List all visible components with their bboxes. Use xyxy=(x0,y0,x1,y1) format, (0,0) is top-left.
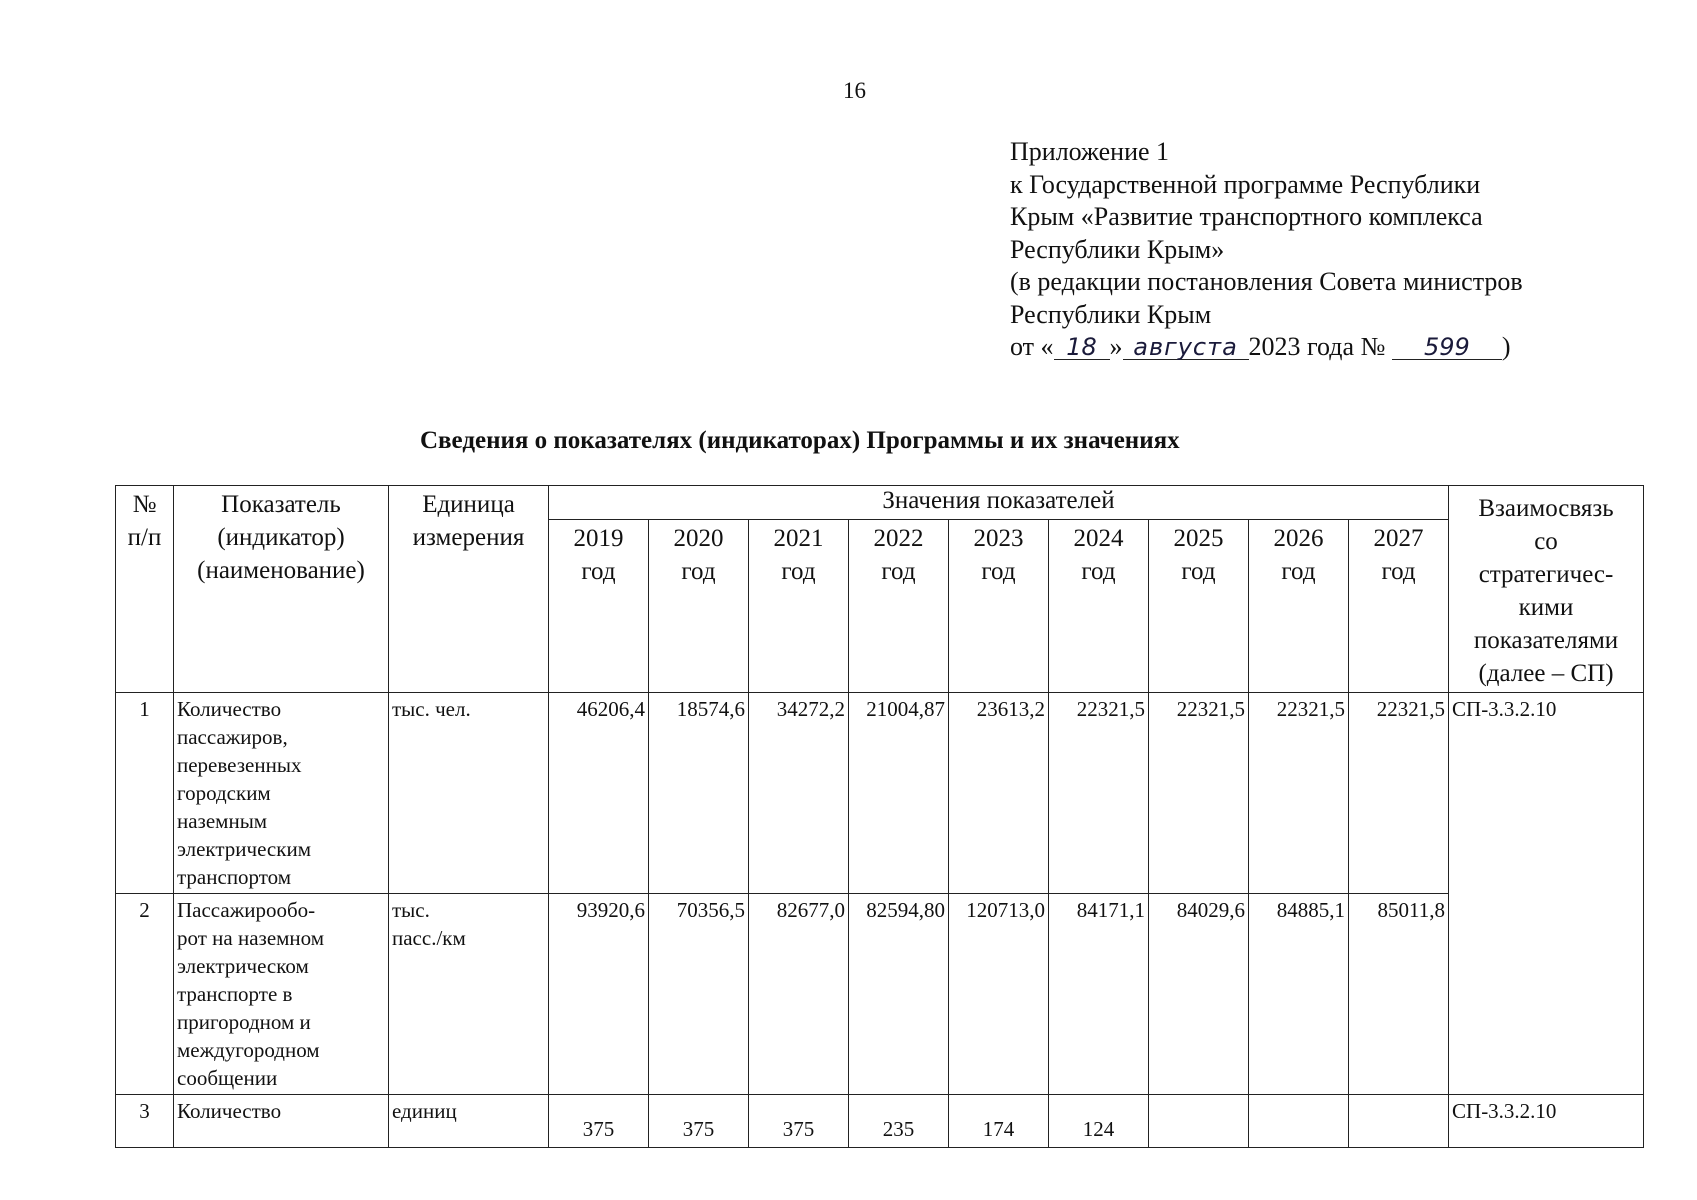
header-link-line: стратегичес- xyxy=(1478,561,1614,588)
header-year xyxy=(549,520,649,693)
indicator-name xyxy=(174,894,389,1095)
value-cell: 375 xyxy=(549,1095,649,1148)
date-suffix: ) xyxy=(1501,332,1511,361)
indicator-name-line: пассажиров, xyxy=(177,725,288,749)
unit-cell xyxy=(389,693,549,894)
header-year xyxy=(1149,520,1249,693)
appendix-line: Крым «Развитие транспортного комплекса xyxy=(1010,202,1483,231)
header-num-line: № xyxy=(132,491,157,518)
value-cell: 174 xyxy=(949,1095,1049,1148)
header-year xyxy=(749,520,849,693)
value-cell: 235 xyxy=(849,1095,949,1148)
year-suffix: год xyxy=(1381,558,1416,586)
row-number: 3 xyxy=(116,1095,174,1148)
header-year xyxy=(1049,520,1149,693)
value-cell: 82594,80 xyxy=(849,894,949,1095)
year-suffix: год xyxy=(581,558,616,586)
header-unit-line: Единица xyxy=(422,491,515,518)
indicator-name-line: перевезенных xyxy=(177,753,302,777)
value-cell: 82677,0 xyxy=(749,894,849,1095)
year-suffix: год xyxy=(1081,558,1116,586)
header-link-line: (далее – СП) xyxy=(1478,660,1614,687)
header-num-line: п/п xyxy=(127,524,162,551)
indicator-name xyxy=(174,1095,389,1148)
indicators-table xyxy=(115,485,1644,1148)
header-year xyxy=(1349,520,1449,693)
table-row xyxy=(116,894,1644,1095)
year-label: 2025 xyxy=(1173,525,1224,553)
value-cell: 84029,6 xyxy=(1149,894,1249,1095)
header-link-line: кими xyxy=(1518,594,1574,621)
header-unit-line: измерения xyxy=(412,524,525,551)
year-label: 2024 xyxy=(1073,525,1124,553)
year-label: 2023 xyxy=(973,525,1024,553)
header-year xyxy=(649,520,749,693)
appendix-line: (в редакции постановления Совета министров xyxy=(1010,267,1523,296)
indicator-name-line: наземным xyxy=(177,809,268,833)
value-cell: 84885,1 xyxy=(1249,894,1349,1095)
decree-date-line xyxy=(1010,331,1523,364)
value-cell: 22321,5 xyxy=(1149,693,1249,894)
unit-line: тыс. чел. xyxy=(392,697,471,721)
indicator-name xyxy=(174,693,389,894)
value-cell xyxy=(1149,1095,1249,1148)
unit-cell xyxy=(389,894,549,1095)
header-row-top xyxy=(116,486,1644,520)
document-title: Сведения о показателях (индикаторах) Программы и их значениях xyxy=(420,427,1180,454)
row-number: 2 xyxy=(116,894,174,1095)
header-year xyxy=(849,520,949,693)
page-number: 16 xyxy=(843,78,866,103)
value-cell xyxy=(1249,1095,1349,1148)
indicator-name-line: пригородном и xyxy=(177,1010,311,1034)
indicator-name-line: транспорте в xyxy=(177,982,293,1006)
year-label: 2022 xyxy=(873,525,924,553)
value-cell: 93920,6 xyxy=(549,894,649,1095)
value-cell: 34272,2 xyxy=(749,693,849,894)
year-label: 2019 xyxy=(573,525,624,553)
appendix-line: к Государственной программе Республики xyxy=(1010,169,1481,199)
header-indicator-line: Показатель xyxy=(221,491,341,518)
indicator-name-line: транспортом xyxy=(177,865,292,889)
value-cell xyxy=(1349,1095,1449,1148)
indicator-name-line: междугородном xyxy=(177,1038,320,1062)
indicator-name-line: Количество xyxy=(177,697,282,721)
strategic-link-cell: СП-3.3.2.10 xyxy=(1449,693,1644,1095)
year-label: 2026 xyxy=(1273,525,1324,553)
value-cell: 18574,6 xyxy=(649,693,749,894)
handwritten-number: 599 xyxy=(1392,335,1502,360)
appendix-line: Республики Крым xyxy=(1010,299,1212,329)
date-prefix: от « xyxy=(1010,332,1054,361)
handwritten-month: августа xyxy=(1123,335,1249,360)
year-label: 2027 xyxy=(1373,525,1424,553)
value-cell: 375 xyxy=(649,1095,749,1148)
unit-line: пасс./км xyxy=(392,926,466,950)
value-cell: 120713,0 xyxy=(949,894,1049,1095)
header-link-line: показателями xyxy=(1473,627,1619,654)
indicator-name-line: Количество xyxy=(177,1099,282,1123)
unit-line: тыс. xyxy=(392,898,430,922)
year-text: 2023 года № xyxy=(1248,332,1386,361)
year-suffix: год xyxy=(981,558,1016,586)
header-link-line: Взаимосвязь xyxy=(1478,495,1614,522)
value-cell: 375 xyxy=(749,1095,849,1148)
table-row xyxy=(116,1095,1644,1148)
value-cell: 70356,5 xyxy=(649,894,749,1095)
year-suffix: год xyxy=(681,558,716,586)
indicator-name-line: Пассажирообо- xyxy=(177,898,316,922)
year-suffix: год xyxy=(881,558,916,586)
date-mid: » xyxy=(1109,332,1123,361)
year-suffix: год xyxy=(1281,558,1316,586)
value-cell: 23613,2 xyxy=(949,693,1049,894)
value-cell: 22321,5 xyxy=(1049,693,1149,894)
year-label: 2020 xyxy=(673,525,724,553)
table-row xyxy=(116,693,1644,894)
strategic-link-cell: СП-3.3.2.10 xyxy=(1449,1095,1644,1148)
header-indicator-line: (индикатор) xyxy=(217,524,345,551)
value-cell: 22321,5 xyxy=(1349,693,1449,894)
appendix-block xyxy=(1010,136,1523,364)
indicator-name-line: рот на наземном xyxy=(177,926,325,950)
handwritten-day: 18 xyxy=(1054,335,1110,360)
unit-cell xyxy=(389,1095,549,1148)
header-year xyxy=(949,520,1049,693)
value-cell: 46206,4 xyxy=(549,693,649,894)
indicator-name-line: электрическим xyxy=(177,837,311,861)
row-number: 1 xyxy=(116,693,174,894)
header-indicator-line: (наименование) xyxy=(197,557,365,584)
value-cell: 85011,8 xyxy=(1349,894,1449,1095)
appendix-line: Приложение 1 xyxy=(1010,137,1170,166)
year-label: 2021 xyxy=(773,525,824,553)
value-cell: 21004,87 xyxy=(849,693,949,894)
header-indicator xyxy=(174,486,389,693)
year-suffix: год xyxy=(1181,558,1216,586)
header-link xyxy=(1449,486,1644,693)
unit-line: единиц xyxy=(392,1099,457,1123)
header-unit xyxy=(389,486,549,693)
year-suffix: год xyxy=(781,558,816,586)
value-cell: 84171,1 xyxy=(1049,894,1149,1095)
header-link-line: со xyxy=(1534,528,1558,555)
header-year xyxy=(1249,520,1349,693)
header-num xyxy=(116,486,174,693)
appendix-line: Республики Крым» xyxy=(1010,234,1225,264)
indicator-name-line: электрическом xyxy=(177,954,309,978)
value-cell: 124 xyxy=(1049,1095,1149,1148)
indicator-name-line: сообщении xyxy=(177,1066,278,1090)
value-cell: 22321,5 xyxy=(1249,693,1349,894)
indicator-name-line: городским xyxy=(177,781,271,805)
header-values-group: Значения показателей xyxy=(549,486,1449,520)
